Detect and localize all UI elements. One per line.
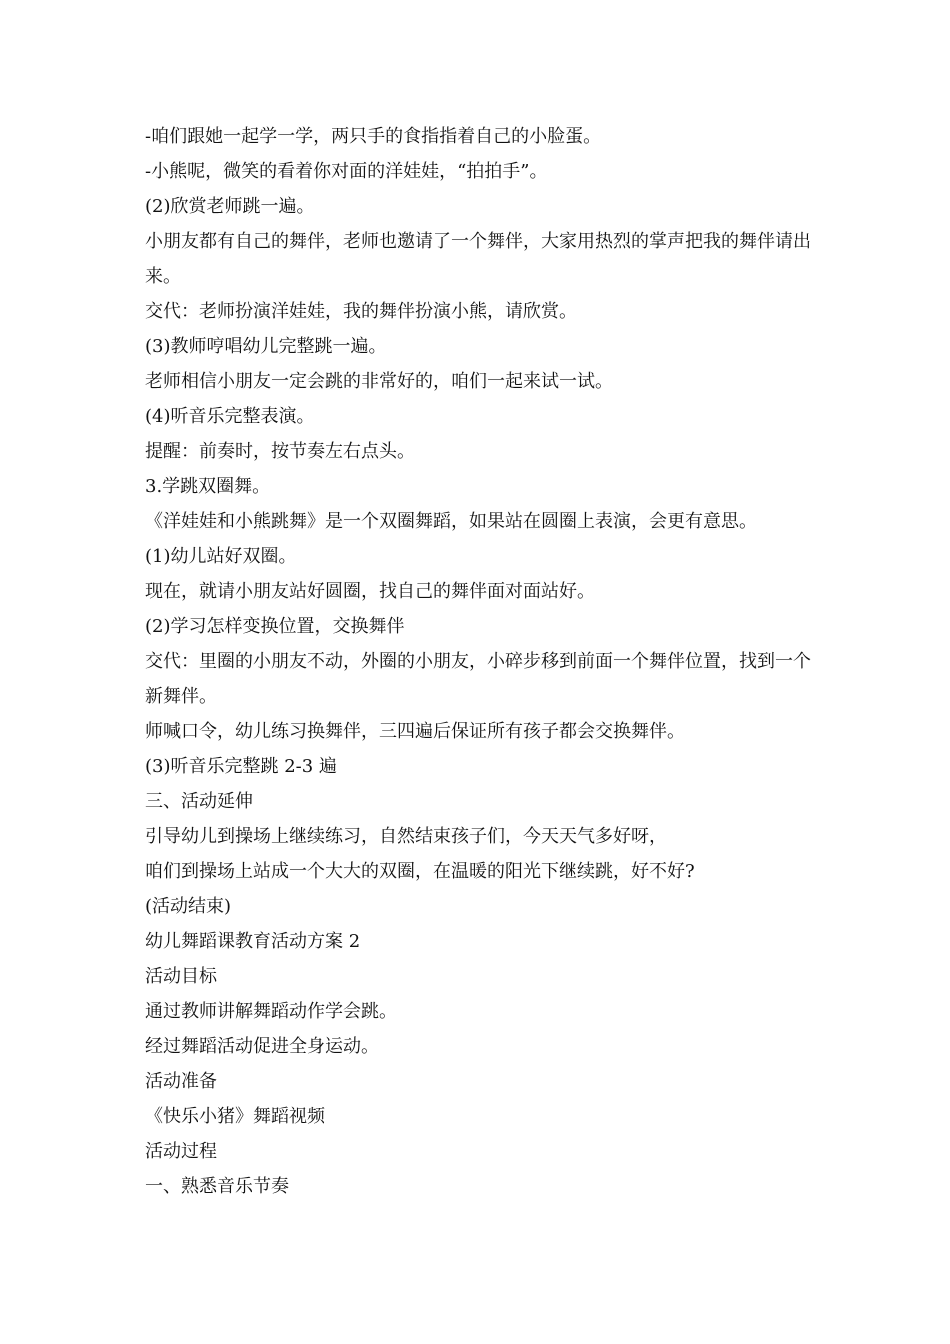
paragraph-27: 《快乐小猪》舞蹈视频 (145, 1106, 325, 1127)
paragraph-6: (3)教师哼唱幼儿完整跳一遍。 (145, 336, 387, 357)
paragraph-9: 提醒：前奏时，按节奏左右点头。 (145, 441, 415, 462)
paragraph-3: (2)欣赏老师跳一遍。 (145, 196, 315, 217)
paragraph-11: 《洋娃娃和小熊跳舞》是一个双圈舞蹈，如果站在圆圈上表演，会更有意思。 (145, 511, 757, 532)
paragraph-16: 师喊口令，幼儿练习换舞伴，三四遍后保证所有孩子都会交换舞伴。 (145, 721, 685, 742)
paragraph-14: (2)学习怎样变换位置，交换舞伴 (145, 616, 405, 637)
paragraph-25: 经过舞蹈活动促进全身运动。 (145, 1036, 379, 1057)
paragraph-13: 现在，就请小朋友站好圆圈，找自己的舞伴面对面站好。 (145, 581, 595, 602)
paragraph-2: -小熊呢，微笑的看着你对面的洋娃娃，“拍拍手”。 (145, 161, 548, 182)
paragraph-18: 三、活动延伸 (145, 791, 253, 812)
document-body (145, 119, 815, 1204)
paragraph-8: (4)听音乐完整表演。 (145, 406, 315, 427)
paragraph-5: 交代：老师扮演洋娃娃，我的舞伴扮演小熊，请欣赏。 (145, 301, 577, 322)
paragraph-23: 活动目标 (145, 966, 217, 987)
paragraph-19: 引导幼儿到操场上继续练习，自然结束孩子们，今天天气多好呀， (145, 826, 667, 847)
paragraph-12: (1)幼儿站好双圈。 (145, 546, 297, 567)
paragraph-1: -咱们跟她一起学一学，两只手的食指指着自己的小脸蛋。 (145, 126, 602, 147)
paragraph-15: 交代：里圈的小朋友不动，外圈的小朋友，小碎步移到前面一个舞伴位置，找到一个新舞伴。 (145, 651, 811, 707)
paragraph-29: 一、熟悉音乐节奏 (145, 1176, 289, 1197)
paragraph-21: (活动结束) (145, 896, 232, 917)
paragraph-4: 小朋友都有自己的舞伴，老师也邀请了一个舞伴，大家用热烈的掌声把我的舞伴请出来。 (145, 231, 811, 287)
paragraph-10: 3.学跳双圈舞。 (145, 476, 271, 497)
paragraph-7: 老师相信小朋友一定会跳的非常好的，咱们一起来试一试。 (145, 371, 613, 392)
paragraph-22: 幼儿舞蹈课教育活动方案 2 (145, 931, 361, 952)
paragraph-20: 咱们到操场上站成一个大大的双圈，在温暖的阳光下继续跳，好不好? (145, 861, 695, 882)
paragraph-24: 通过教师讲解舞蹈动作学会跳。 (145, 1001, 397, 1022)
paragraph-17: (3)听音乐完整跳 2-3 遍 (145, 756, 337, 777)
paragraph-28: 活动过程 (145, 1141, 217, 1162)
paragraph-26: 活动准备 (145, 1071, 217, 1092)
